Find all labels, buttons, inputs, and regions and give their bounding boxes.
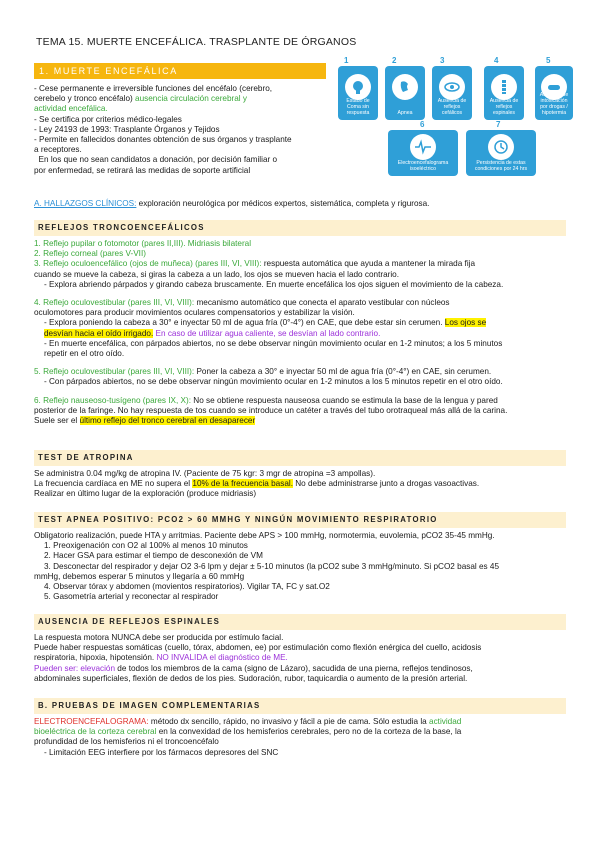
criteria-number: 3 [440,56,445,65]
text-green: actividad [429,717,462,726]
highlight-text: Los ojos se [444,318,487,328]
text-line: exploración neurológica por médicos expertos, sistemática, completa y rigurosa. [136,199,430,208]
criteria-card [432,66,472,120]
apnea-text [34,531,574,602]
text-green: 1. Reflejo pupilar o fotomotor (pares II,III). Midriasis bilateral [34,239,252,248]
text-line: respuesta automática que ayuda a mantener la mirada fija [263,259,476,269]
highlight-text: 10% de la frecuencia basal. [192,479,293,489]
text-line: - Se certifica por criterios médico-legales [34,114,182,124]
text-line: profundidad de los hemisferios ni el troncoencéfalo [34,737,219,747]
list-item: 3. Desconectar del respirador y dejar O2 3-6 lpm y dejar ± 5-10 minutos (la pCO2 sube 3 mmHg/minuto. Si pCO2 basal es 45 [44,561,500,571]
eye-icon [443,78,461,96]
criteria-number: 5 [546,56,551,65]
highlight-text: desvían hacia el oído irrigado. [44,328,154,338]
text-line: No se obtiene respuesta nauseosa cuando se estimula la base de la lengua y pared [193,395,498,405]
text-green: 4. Reflejo oculovestibular (pares III, VI, VIII): [34,298,197,308]
highlight-text: último reflejo del tronco cerebral en desaparecer [79,416,256,426]
list-item: mmHg, debemos esperar 5 minutos y llegaría a 60 mmHg [34,571,245,581]
text-line: - Permite en fallecidos donantes obtención de sus órganos y trasplante [34,135,292,145]
criteria-number: 6 [420,120,425,129]
section-heading-apnea: TEST APNEA POSITIVO: PCO2 > 60 MMHG Y NINGÚN MOVIMIENTO RESPIRATORIO [34,512,566,528]
text-line: - Ley 24193 de 1993: Trasplante Órganos y Tejidos [34,124,220,134]
text-purple: Pueden ser: elevación [34,663,116,673]
text-line: cerebelo y tronco encéfalo) [34,94,136,104]
criteria-card [466,130,536,176]
text-green: bioeléctrica de la corteza cerebral [34,727,157,737]
text-line: cuando se mueve la cabeza, si giras la cabeza a un lado, los ojos se mueven hacia el lado contrario. [34,269,400,279]
criteria-number: 4 [494,56,499,65]
breath-icon [396,78,414,96]
text-line: por enfermedad, se retirará las medidas de soporte artificial [34,165,251,175]
text-line: Obligatorio realización, puede HTA y arritmias. Paciente debe APS > 100 mmHg, normotermia, euvolemia, pCO2 35-45 mmHg. [34,531,495,540]
criteria-label: Estado de Coma sin respuesta [346,98,370,116]
spine-icon [495,78,513,96]
section-heading-reflejos: REFLEJOS TRONCOENCEFÁLICOS [34,220,566,236]
criteria-card [338,66,378,120]
text-green: 6. Reflejo nauseoso-tusígeno (pares IX, X): [34,395,194,405]
espinales-text [34,633,574,684]
list-item: 4. Observar tórax y abdomen (movientos respiratorios). Vigilar TA, FC y sat.O2 [44,582,330,592]
text-green: actividad encefálica. [34,104,108,114]
text-line: - Explora abriendo párpados y girando cabeza bruscamente. En muerte encefálica los ojos siguen el movimiento de la cabeza. [44,279,504,289]
criteria-label: Persistencia de estas condiciones por 24 hrs [474,160,528,172]
text-line: Poner la cabeza a 30° e inyectar 50 ml de agua fría (0°-4°) en CAE, sin cerumen. [196,367,492,377]
text-line: La frecuencia cardíaca en ME no supera el [34,479,193,489]
imagen-text [34,717,574,758]
text-line: método dx sencillo, rápido, no invasivo y fácil a pie de cama. Sólo estudia la [148,717,430,726]
text-line: - Cese permanente e irreversible funciones del encéfalo (cerebro, [34,84,273,93]
criteria-label: Electroencefalograma isoeléctrico [397,160,449,172]
text-line: Suele ser el [34,416,80,426]
reflejos-text [34,239,574,426]
head-icon [349,78,367,96]
text-line: respiratoria, hipoxia, hipotensión. [34,653,157,663]
atropina-text [34,469,574,500]
text-line: mecanismo automático que conecta el aparato vestibular con núcleos [196,298,450,308]
text-line: de todos los miembros de la cama (signo de Lázaro), sacudida de una pierna, reflejos tendinosos, [115,663,473,673]
section-heading-atropina: TEST DE ATROPINA [34,450,566,466]
text-line: a receptores. [34,145,82,155]
clock-icon [492,138,510,156]
text-line: - Explora poniendo la cabeza a 30° e inyectar 50 ml de agua fría (0°-4°) en CAE, que debe estar sin cerumen. [44,318,445,328]
text-purple: NO INVALIDA el diagnóstico de ME. [156,653,288,663]
text-line: - Limitación EEG interfiere por los fármacos depresores del SNC [44,747,279,757]
text-line: No debe administrarse junto a drogas vasoactivas. [292,479,480,489]
section-heading-muerte-encefalica: 1. MUERTE ENCEFÁLICA [34,63,326,79]
section-heading-imagen: B. PRUEBAS DE IMAGEN COMPLEMENTARIAS [34,698,566,714]
document-title: TEMA 15. MUERTE ENCEFÁLICA. TRASPLANTE DE ÓRGANOS [36,36,357,48]
criteria-number: 2 [392,56,397,65]
criteria-card [484,66,524,120]
text-line: posterior de la faringe. No hay respuesta de tos cuando se introduce un catéter a través del tubo orotraqueal más allá de la carina. [34,405,508,415]
text-green: 3. Reflejo oculoencefálico (ojos de muñeca) (pares III, VI, VIII): [34,259,264,269]
text-green: ausencia circulación cerebral y [135,94,247,104]
criteria-label: Ausencia de reflejos espinales [489,98,519,116]
text-line: Realizar en último lugar de la exploración (produce midriasis) [34,489,257,499]
text-line: Puede haber respuestas somáticas (cuello, tórax, abdomen, ee) por estimulación como flexión enérgica del cuello, acidosis [34,643,482,653]
text-green: 2. Reflejo corneal (pares V-VII) [34,249,146,259]
text-line: En los que no sean candidatos a donación, por decisión familiar o [34,155,278,165]
text-line: abdominales superficiales, flexión de dedos de los pies. Sudoración, rubor, taquicardia o aumento de la presión arterial. [34,673,468,683]
list-item: 5. Gasometría arterial y reconectar al respirador [44,592,219,602]
criteria-card [388,130,458,176]
section-heading-espinales: AUSENCIA DE REFLEJOS ESPINALES [34,614,566,630]
text-line: - En muerte encefálica, con párpados abiertos, no se debe observar ningún movimiento ocular en 1-2 minutos; a los 5 minutos [44,338,503,348]
criteria-card [535,66,573,120]
text-line: - Con párpados abiertos, no se debe observar ningún movimiento ocular en 1-2 minutos a los 5 minutos repetir en el otro oído. [44,377,503,387]
text-line: La respuesta motora NUNCA debe ser producida por estímulo facial. [34,633,284,642]
criteria-label: Ausencia de reflejos cefálicos [437,98,467,116]
text-line: repetir en el otro oído. [44,349,125,359]
text-green: 5. Reflejo oculovestibular (pares III, VI, VIII): [34,367,197,377]
section1-text [34,84,334,176]
list-item: 1. Preoxigenación con O2 al 100% al menos 10 minutos [44,541,248,551]
criteria-label: Apnea [397,110,413,116]
hallazgos-label: A. HALLAZGOS CLÍNICOS: [34,199,137,208]
text-purple: En caso de utilizar agua caliente, se desvían al lado contrario. [153,328,381,338]
criteria-label: Ausencia de intoxicación por drogas / hipotermia [539,92,569,116]
criteria-infographic [334,54,574,184]
criteria-number: 7 [496,120,501,129]
hallazgos-line [34,199,574,209]
list-item: 2. Hacer GSA para estimar el tiempo de desconexión de VM [44,551,263,561]
eeg-icon [414,138,432,156]
text-line: Se administra 0.04 mg/kg de atropina IV. (Paciente de 75 kgr: 3 mgr de atropina =3 ampollas). [34,469,376,478]
text-line: en la convexidad de los hemisferios cerebrales, pero no de la corteza de la base, la [156,727,462,737]
criteria-card [385,66,425,120]
text-line: oculomotores para producir movimientos oculares compensatorios y estabilizar la visión. [34,308,355,318]
text-red: ELECTROENCEFALOGRAMA: [34,717,149,726]
criteria-number: 1 [344,56,349,65]
